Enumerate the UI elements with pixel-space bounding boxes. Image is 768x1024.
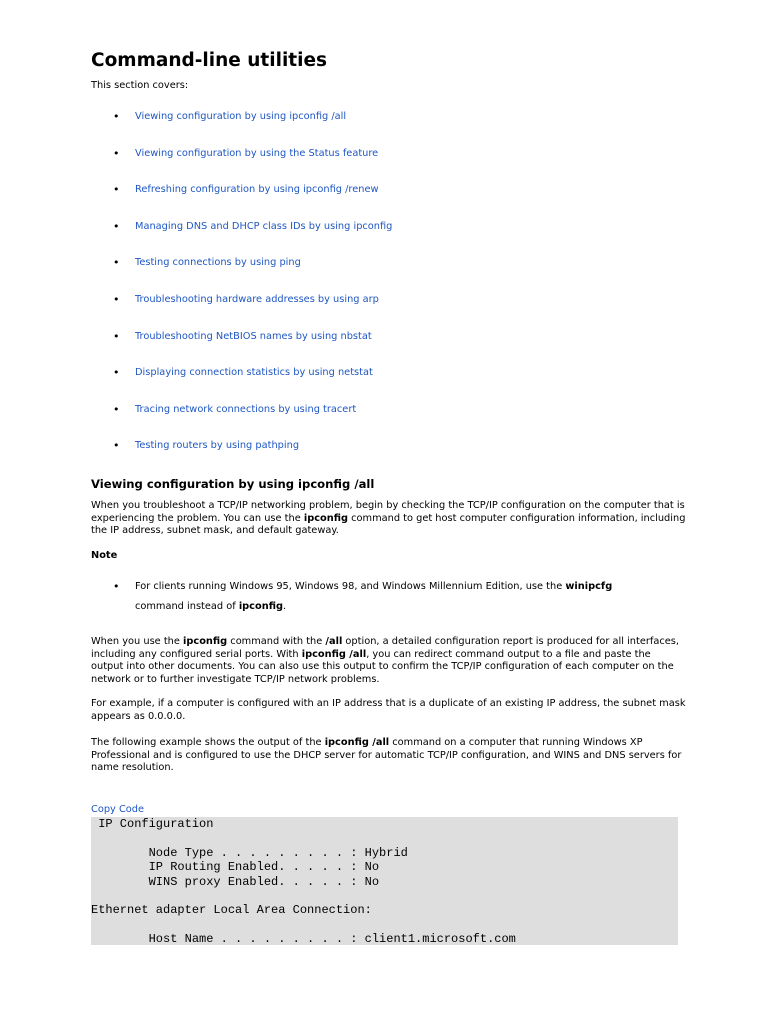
bullet-icon: • [113, 580, 120, 593]
bullet-icon: • [113, 110, 120, 123]
text-run: When you troubleshoot a TCP/IP networking problem, begin by checking the TCP/IP configuration on the computer that is experiencing the problem. You can use the [91, 500, 685, 524]
list-item [91, 293, 651, 330]
paragraph-output [91, 737, 686, 775]
copy-code-link[interactable]: Copy Code [91, 804, 145, 815]
list-item [91, 256, 651, 293]
section-list [91, 110, 651, 476]
bold-term: winipcfg [565, 581, 613, 592]
bullet-icon: • [113, 292, 120, 306]
toc-link-arp[interactable]: Troubleshooting hardware addresses by using arp [135, 293, 379, 305]
bullet-icon: • [113, 146, 120, 160]
bullet-icon: • [113, 329, 120, 343]
toc-link-netstat[interactable]: Displaying connection statistics by using netstat [135, 367, 373, 379]
list-item [91, 147, 651, 184]
note-text-cont [135, 600, 286, 614]
bullet-icon: • [113, 183, 120, 197]
bold-term: ipconfig [238, 601, 283, 612]
bold-term: ipconfig /all [301, 648, 367, 660]
text-run: When you use the [91, 636, 184, 647]
toc-link-ping[interactable]: Testing connections by using ping [135, 257, 301, 269]
bold-term: /all [325, 636, 343, 647]
bold-term: ipconfig /all [324, 737, 390, 748]
paragraph-intro [91, 500, 686, 538]
paragraph-all-option [91, 636, 686, 686]
list-item [91, 220, 651, 257]
note-label: Note [91, 550, 118, 561]
section-heading: Viewing configuration by using ipconfig /all [91, 477, 375, 491]
toc-link-pathping[interactable]: Testing routers by using pathping [135, 440, 300, 452]
text-run: option, a detailed configuration report is produced for all interfaces, including any configured serial ports. With [91, 636, 679, 660]
note-text [135, 580, 612, 594]
toc-link-ipconfig-all[interactable]: Viewing configuration by using ipconfig /all [135, 111, 347, 122]
text-run: , you can redirect command output to a file and paste the output into other documents. You can also use this output to confirm the TCP/IP configuration of each computer on the network or to further investigate TCP/IP network problems. [91, 648, 674, 685]
bold-term: ipconfig [303, 512, 349, 524]
toc-link-class-ids[interactable]: Managing DNS and DHCP class IDs by using ipconfig [135, 220, 393, 232]
intro-text: This section covers: [91, 80, 189, 91]
list-item [91, 183, 651, 220]
bold-term: ipconfig [183, 636, 228, 647]
text-run: For clients running Windows 95, Windows 98, and Windows Millennium Edition, use the [135, 581, 566, 592]
bullet-icon: • [113, 439, 120, 453]
paragraph-example: For example, if a computer is configured with an IP address that is a duplicate of an existing IP address, the subnet mask appears as 0.0.0.0. [91, 698, 686, 722]
list-item [91, 403, 651, 440]
toc-link-status-feature[interactable]: Viewing configuration by using the Status feature [135, 147, 379, 159]
list-item [91, 330, 651, 367]
toc-link-tracert[interactable]: Tracing network connections by using tracert [135, 403, 357, 415]
list-item [91, 439, 651, 476]
bullet-icon: • [113, 366, 120, 380]
bullet-icon: • [113, 219, 120, 233]
bullet-icon: • [113, 402, 120, 416]
toc-link-ipconfig-renew[interactable]: Refreshing configuration by using ipconfig /renew [135, 184, 379, 196]
text-run: command to get host computer configuration information, including the IP address, subnet mask, and default gateway. [91, 512, 686, 537]
toc-link-nbstat[interactable]: Troubleshooting NetBIOS names by using nbstat [135, 330, 372, 342]
list-item [91, 110, 651, 147]
text-run: The following example shows the output of the [91, 737, 325, 748]
text-run: command on a computer that running Windows XP Professional and is configured to use the DHCP server for automatic TCP/IP configuration, and WINS and DNS servers for name resolution. [91, 737, 682, 774]
text-run: command instead of [135, 601, 239, 612]
bullet-icon: • [113, 256, 120, 270]
page-title: Command-line utilities [91, 50, 328, 71]
text-run: . [282, 601, 287, 612]
list-item [91, 366, 651, 403]
text-run: command with the [227, 636, 326, 647]
code-block: IP Configuration Node Type . . . . . . . . . : Hybrid IP Routing Enabled. . . . . : No WINS proxy Enabled. . . . . : No Ethernet adapter Local Area Connection: Host Name . . . . . . . . . : client1.microsoft.com [91, 817, 678, 945]
